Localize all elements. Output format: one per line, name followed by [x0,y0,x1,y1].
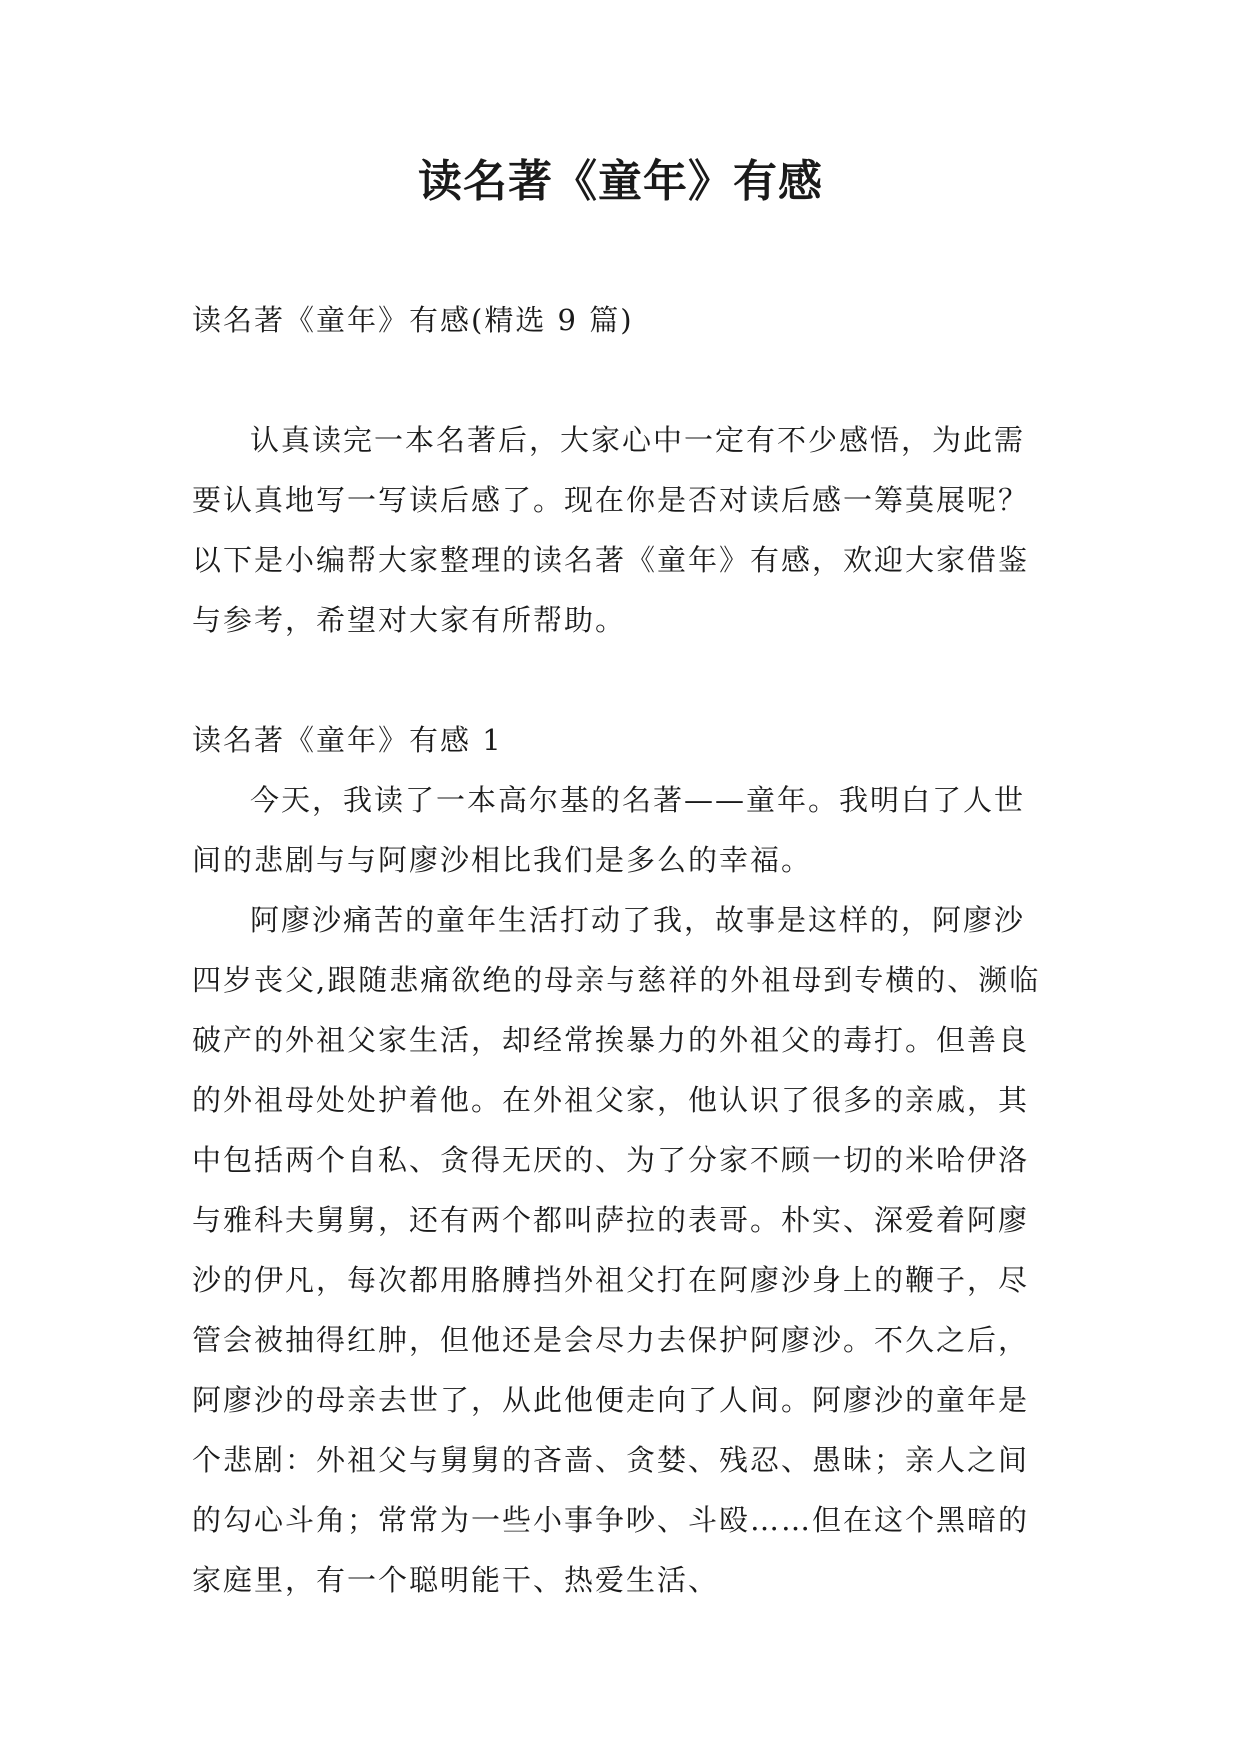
document-body [192,290,1052,1610]
document-title: 读名著《童年》有感 [418,156,823,207]
intro-paragraph: 认真读完一本名著后，大家心中一定有不少感悟，为此需要认真地写一写读后感了。现在你是否对读后感一筹莫展呢？以下是小编帮大家整理的读名著《童年》有感，欢迎大家借鉴与参考，希望对大家有所帮助。 [192,423,1030,637]
body-paragraph: 阿廖沙痛苦的童年生活打动了我，故事是这样的，阿廖沙四岁丧父,跟随悲痛欲绝的母亲与慈祥的外祖母到专横的、濒临破产的外祖父家生活，却经常挨暴力的外祖父的毒打。但善良的外祖母处处护着他。在外祖父家，他认识了很多的亲戚，其中包括两个自私、贪得无厌的、为了分家不顾一切的米哈伊洛与雅科夫舅舅，还有两个都叫萨拉的表哥。朴实、深爱着阿廖沙的伊凡，每次都用胳膊挡外祖父打在阿廖沙身上的鞭子，尽管会被抽得红肿，但他还是会尽力去保护阿廖沙。不久之后，阿廖沙的母亲去世了，从此他便走向了人间。阿廖沙的童年是个悲剧：外祖父与舅舅的吝啬、贪婪、残忍、愚昧；亲人之间的勾心斗角；常常为一些小事争吵、斗殴……但在这个黑暗的家庭里，有一个聪明能干、热爱生活、 [192,903,1041,1597]
body-paragraph: 今天，我读了一本高尔基的名著——童年。我明白了人世间的悲剧与与阿廖沙相比我们是多么的幸福。 [192,783,1026,877]
document-subtitle: 读名著《童年》有感(精选 9 篇) [192,303,634,337]
section-heading: 读名著《童年》有感 1 [192,723,503,757]
